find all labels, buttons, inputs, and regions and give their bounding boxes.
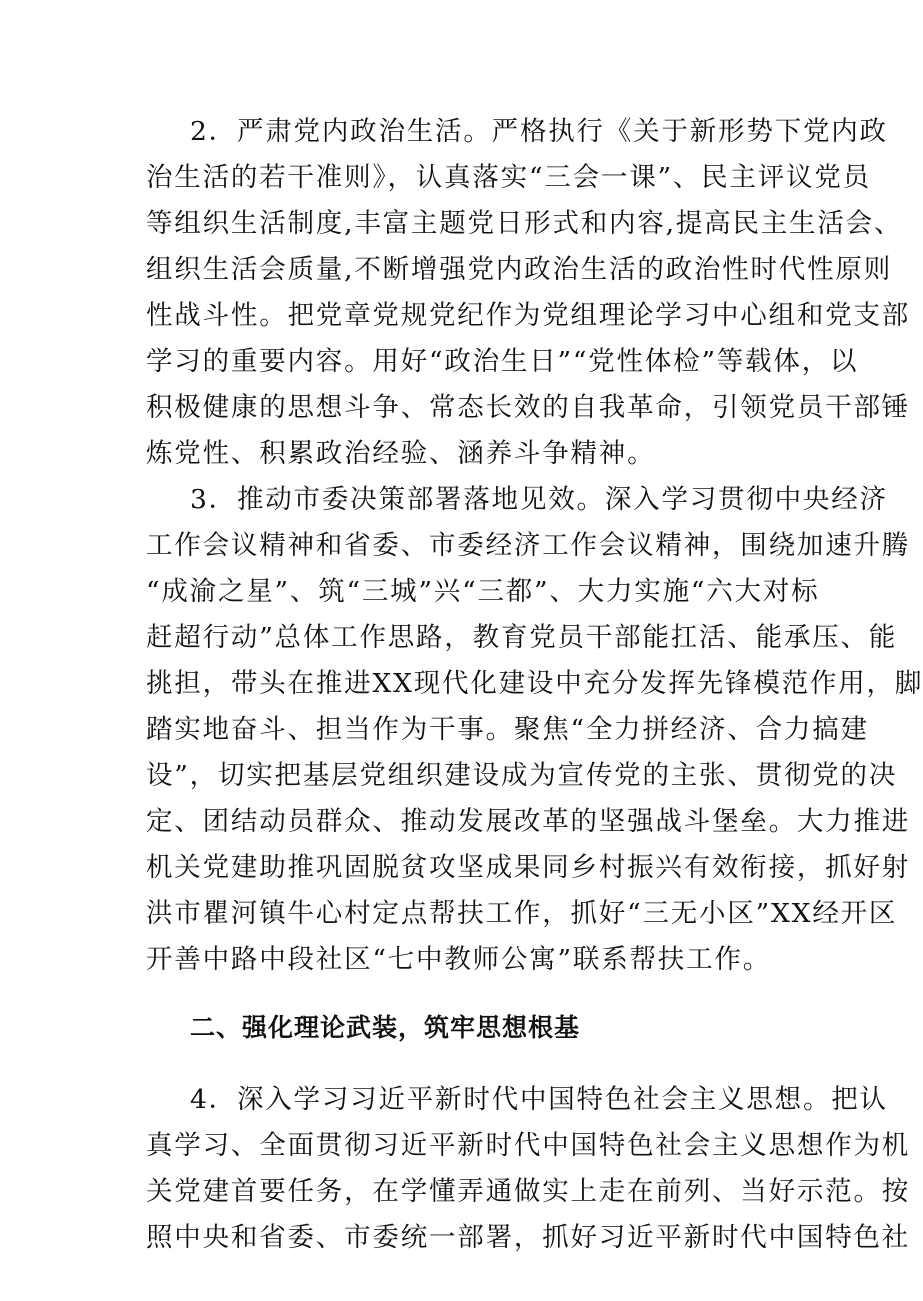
paragraph-line: 设”，切实把基层党组织建设成为宣传党的主张、贯彻党的决 xyxy=(146,760,898,791)
paragraph-line: 洪市瞿河镇牛心村定点帮扶工作，抓好“三无小区”XX经开区 xyxy=(146,898,898,929)
paragraph-line: 组织生活会质量,不断增强党内政治生活的政治性时代性原则 xyxy=(146,254,893,285)
paragraph-line: 炼党性、积累政治经验、涵养斗争精神。 xyxy=(146,438,656,469)
paragraph-line: 4．深入学习习近平新时代中国特色社会主义思想。把认 xyxy=(190,1084,888,1115)
paragraph-line: 开善中路中段社区“七中教师公寓”联系帮扶工作。 xyxy=(146,944,771,975)
paragraph-line: 定、团结动员群众、推动发展改革的坚强战斗堡垒。大力推进 xyxy=(146,806,911,837)
paragraph-line: 2．严肃党内政治生活。严格执行《关于新形势下党内政 xyxy=(190,116,888,147)
paragraph-line: 真学习、全面贯彻习近平新时代中国特色社会主义思想作为机 xyxy=(146,1130,911,1161)
paragraph-line: 挑担，带头在推进XX现代化建设中充分发挥先锋模范作用，脚 xyxy=(146,668,923,699)
paragraph-line: 照中央和省委、市委统一部署，抓好习近平新时代中国特色社 xyxy=(146,1222,911,1253)
paragraph-line: 踏实地奋斗、担当作为干事。聚焦“全力拼经济、合力搞建 xyxy=(146,714,869,745)
paragraph-line: 关党建首要任务，在学懂弄通做实上走在前列、当好示范。按 xyxy=(146,1176,911,1207)
paragraph-line: 3．推动市委决策部署落地见效。深入学习贯彻中央经济 xyxy=(190,484,888,515)
paragraph-line: 学习的重要内容。用好“政治生日”“党性体检”等载体，以 xyxy=(146,346,859,377)
paragraph-line: 治生活的若干准则》，认真落实“三会一课”、民主评议党员 xyxy=(146,162,871,193)
section-heading: 二、强化理论武装，筑牢思想根基 xyxy=(190,1013,581,1042)
paragraph-line: 赶超行动”总体工作思路，教育党员干部能扛活、能承压、能 xyxy=(146,622,898,653)
paragraph-line: 性战斗性。把党章党规党纪作为党组理论学习中心组和党支部 xyxy=(146,300,911,331)
paragraph-line: 工作会议精神和省委、市委经济工作会议精神，围绕加速升腾 xyxy=(146,530,911,561)
paragraph-line: 等组织生活制度,丰富主题党日形式和内容,提高民主生活会、 xyxy=(146,208,903,239)
paragraph-line: “成渝之星”、筑“三城”兴“三都”、大力实施“六大对标 xyxy=(146,576,820,607)
paragraph-line: 积极健康的思想斗争、常态长效的自我革命，引领党员干部锤 xyxy=(146,392,911,423)
paragraph-line: 机关党建助推巩固脱贫攻坚成果同乡村振兴有效衔接，抓好射 xyxy=(146,852,911,883)
